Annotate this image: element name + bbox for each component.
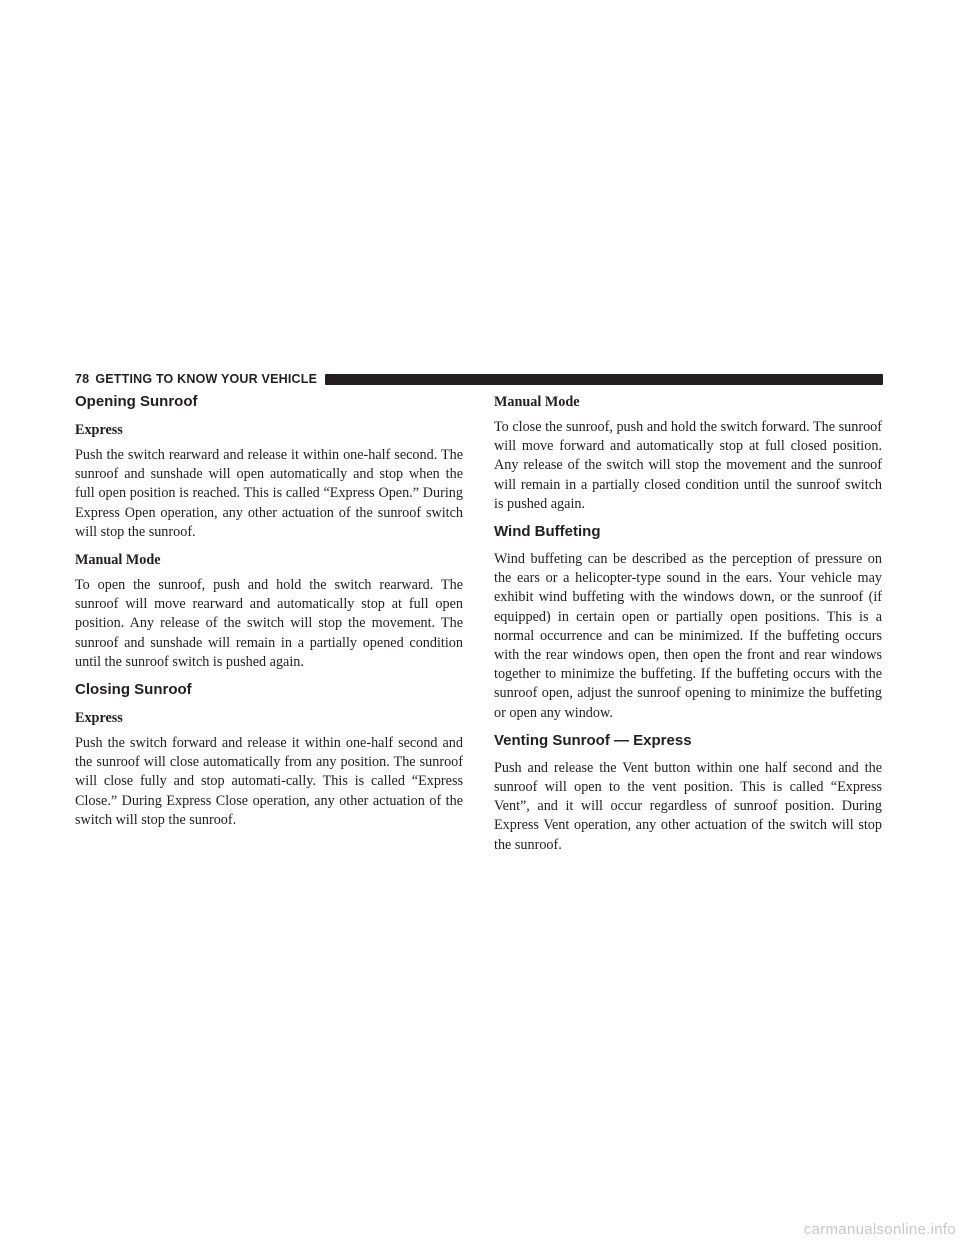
watermark: carmanualsonline.info: [803, 1221, 956, 1238]
venting-sunroof-heading: Venting Sunroof — Express: [494, 731, 692, 749]
opening-express-subheading: Express: [75, 422, 123, 438]
page-number: 78: [75, 372, 90, 386]
closing-sunroof-heading: Closing Sunroof: [75, 681, 192, 699]
section-title: GETTING TO KNOW YOUR VEHICLE: [95, 372, 318, 386]
header-rule: [325, 374, 883, 385]
opening-manual-paragraph: To open the sunroof, push and hold the switch rearward. The sunroof will move rearward and automatically stop at full open position. Any release of the switch will stop the movement. The sunroof and sunshade will remain in a partially opened condition until the sunroof switch is pushed again.: [75, 577, 463, 670]
page-header: [75, 371, 883, 387]
opening-manual-subheading: Manual Mode: [75, 552, 161, 569]
closing-express-paragraph: Push the switch forward and release it within one-half second and the sunroof will close automatically from any position. The sunroof will close fully and stop automati-cally. This is called “Express Close.” During Express Close operation, any other actuation of the switch will stop the sunroof.: [75, 735, 463, 828]
wind-buffeting-paragraph: Wind buffeting can be described as the perception of pressure on the ears or a helicopter-type sound in the ears. Your vehicle may exhibit wind buffeting with the windows down, or the sunroof (if equipped) in certain open or partially open positions. This is a normal occurrence and can be minimized. If the buffeting occurs with the rear windows open, then open the front and rear windows together to minimize the buffeting. If the buffeting occurs with the sunroof open, adjust the sunroof opening to minimize the buffeting or open any window.: [494, 551, 882, 721]
closing-express-subheading: Express: [75, 710, 123, 727]
closing-manual-paragraph: To close the sunroof, push and hold the switch forward. The sunroof will move forward and automatically stop at full closed position. Any release of the switch will stop the movement and the sunroof will remain in a partially closed condition until the sunroof switch is pushed again.: [494, 419, 882, 512]
opening-sunroof-heading: Opening Sunroof: [75, 393, 198, 410]
wind-buffeting-heading: Wind Buffeting: [494, 523, 601, 541]
left-column: [75, 392, 463, 838]
closing-manual-subheading: Manual Mode: [494, 394, 580, 410]
venting-paragraph: Push and release the Vent button within one half second and the sunroof will open to the vent position. This is called “Express Vent”, and it will occur regardless of sunroof position. During Express Vent operation, any other actuation of the switch will stop the sunroof.: [494, 759, 882, 853]
opening-express-paragraph: Push the switch rearward and release it within one-half second. The sunroof and sunshade will open automatically and stop when the full open position is reached. This is called “Express Open.” During Express Open operation, any other actuation of the sunroof switch will stop the sunroof.: [75, 447, 463, 540]
right-column: [494, 392, 882, 863]
